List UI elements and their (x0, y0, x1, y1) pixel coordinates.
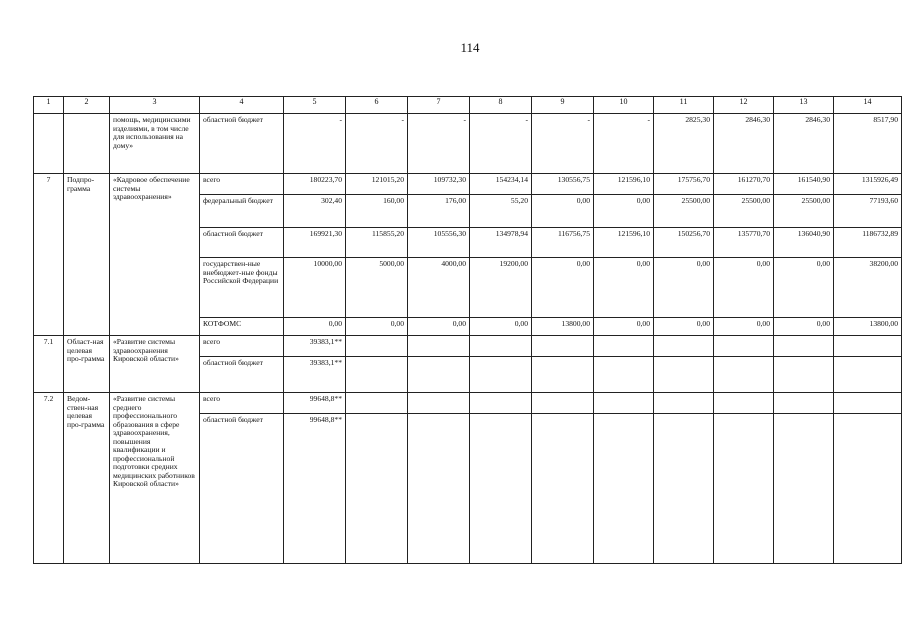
value-cell: 10000,00 (284, 258, 346, 318)
value-cell: 121015,20 (346, 174, 408, 195)
value-cell: 161540,90 (774, 174, 834, 195)
value-cell: 180223,70 (284, 174, 346, 195)
value-cell: 0,00 (774, 258, 834, 318)
value-cell: 0,00 (532, 195, 594, 228)
funding-source: КОТФОМС (200, 318, 284, 336)
value-cell: 115855,20 (346, 228, 408, 258)
column-header: 6 (346, 97, 408, 114)
value-cell: 0,00 (714, 258, 774, 318)
value-cell: 0,00 (594, 195, 654, 228)
column-header: 1 (34, 97, 64, 114)
value-cell: 39383,1** (284, 357, 346, 393)
value-cell: 0,00 (284, 318, 346, 336)
value-cell: 116756,75 (532, 228, 594, 258)
value-cell: 39383,1** (284, 336, 346, 357)
value-cell: 13800,00 (834, 318, 902, 336)
column-header: 14 (834, 97, 902, 114)
value-cell: - (532, 114, 594, 174)
value-cell: 5000,00 (346, 258, 408, 318)
column-header: 4 (200, 97, 284, 114)
value-cell: 161270,70 (714, 174, 774, 195)
value-cell: - (594, 114, 654, 174)
value-cell: 1186732,89 (834, 228, 902, 258)
value-cell: 0,00 (470, 318, 532, 336)
program-name: помощь, медицинскими изделиями, в том числе для использования на дому» (110, 114, 200, 174)
page-number: 114 (460, 40, 480, 55)
funding-source: областной бюджет (200, 414, 284, 564)
table-row (34, 114, 902, 174)
value-cell: 105556,30 (408, 228, 470, 258)
budget-table (33, 96, 902, 564)
value-cell: 0,00 (594, 318, 654, 336)
column-header: 13 (774, 97, 834, 114)
column-header: 8 (470, 97, 532, 114)
value-cell: 302,40 (284, 195, 346, 228)
table-row (34, 393, 902, 414)
value-cell: 0,00 (408, 318, 470, 336)
program-type: Ведом-ствен-ная целевая про-грамма (64, 393, 110, 564)
value-cell: 99648,8** (284, 414, 346, 564)
value-cell: 0,00 (532, 258, 594, 318)
value-cell: 8517,90 (834, 114, 902, 174)
value-cell: 1315926,49 (834, 174, 902, 195)
row-number (34, 114, 64, 174)
value-cell: 0,00 (714, 318, 774, 336)
value-cell: - (470, 114, 532, 174)
funding-source: всего (200, 393, 284, 414)
column-header: 3 (110, 97, 200, 114)
value-cell: 136040,90 (774, 228, 834, 258)
table-row (34, 174, 902, 195)
value-cell: 109732,30 (408, 174, 470, 195)
value-cell: 99648,8** (284, 393, 346, 414)
value-cell: 25500,00 (654, 195, 714, 228)
value-cell: 0,00 (594, 258, 654, 318)
program-name: «Кадровое обеспечение системы здравоохранения» (110, 174, 200, 336)
value-cell: 169921,30 (284, 228, 346, 258)
program-name: «Развитие системы среднего профессионального образования в сфере здравоохранения, повышения квалификации и профессиональной подготовки средних медицинских работников Кировской области» (110, 393, 200, 564)
value-cell: 2846,30 (774, 114, 834, 174)
value-cell: 160,00 (346, 195, 408, 228)
value-cell: 2846,30 (714, 114, 774, 174)
column-header: 9 (532, 97, 594, 114)
value-cell: 25500,00 (774, 195, 834, 228)
column-header: 2 (64, 97, 110, 114)
column-header: 7 (408, 97, 470, 114)
value-cell: 2825,30 (654, 114, 714, 174)
funding-source: государствен-ные внебюджет-ные фонды Российской Федерации (200, 258, 284, 318)
column-header: 11 (654, 97, 714, 114)
value-cell: 38200,00 (834, 258, 902, 318)
value-cell: 4000,00 (408, 258, 470, 318)
value-cell: 13800,00 (532, 318, 594, 336)
program-type: Подпро-грамма (64, 174, 110, 336)
row-number: 7.2 (34, 393, 64, 564)
funding-source: федеральный бюджет (200, 195, 284, 228)
value-cell: 134978,94 (470, 228, 532, 258)
value-cell: 0,00 (774, 318, 834, 336)
value-cell: 154234,14 (470, 174, 532, 195)
value-cell: 121596,10 (594, 228, 654, 258)
value-cell: 176,00 (408, 195, 470, 228)
header-row (34, 97, 902, 114)
funding-source: всего (200, 336, 284, 357)
row-number: 7 (34, 174, 64, 336)
value-cell: 55,20 (470, 195, 532, 228)
value-cell: 0,00 (654, 318, 714, 336)
program-name: «Развитие системы здравоохранения Кировской области» (110, 336, 200, 393)
value-cell: 0,00 (654, 258, 714, 318)
funding-source: областной бюджет (200, 228, 284, 258)
value-cell: 77193,60 (834, 195, 902, 228)
row-number: 7.1 (34, 336, 64, 393)
value-cell: - (408, 114, 470, 174)
funding-source: областной бюджет (200, 114, 284, 174)
value-cell: 19200,00 (470, 258, 532, 318)
value-cell: 121596,10 (594, 174, 654, 195)
value-cell: 175756,70 (654, 174, 714, 195)
value-cell: 130556,75 (532, 174, 594, 195)
value-cell: 150256,70 (654, 228, 714, 258)
value-cell: 0,00 (346, 318, 408, 336)
funding-source: областной бюджет (200, 357, 284, 393)
value-cell: - (284, 114, 346, 174)
funding-source: всего (200, 174, 284, 195)
value-cell: 135770,70 (714, 228, 774, 258)
column-header: 10 (594, 97, 654, 114)
value-cell: 25500,00 (714, 195, 774, 228)
program-type: Област-ная целевая про-грамма (64, 336, 110, 393)
column-header: 5 (284, 97, 346, 114)
column-header: 12 (714, 97, 774, 114)
table-row (34, 336, 902, 357)
program-type (64, 114, 110, 174)
value-cell: - (346, 114, 408, 174)
